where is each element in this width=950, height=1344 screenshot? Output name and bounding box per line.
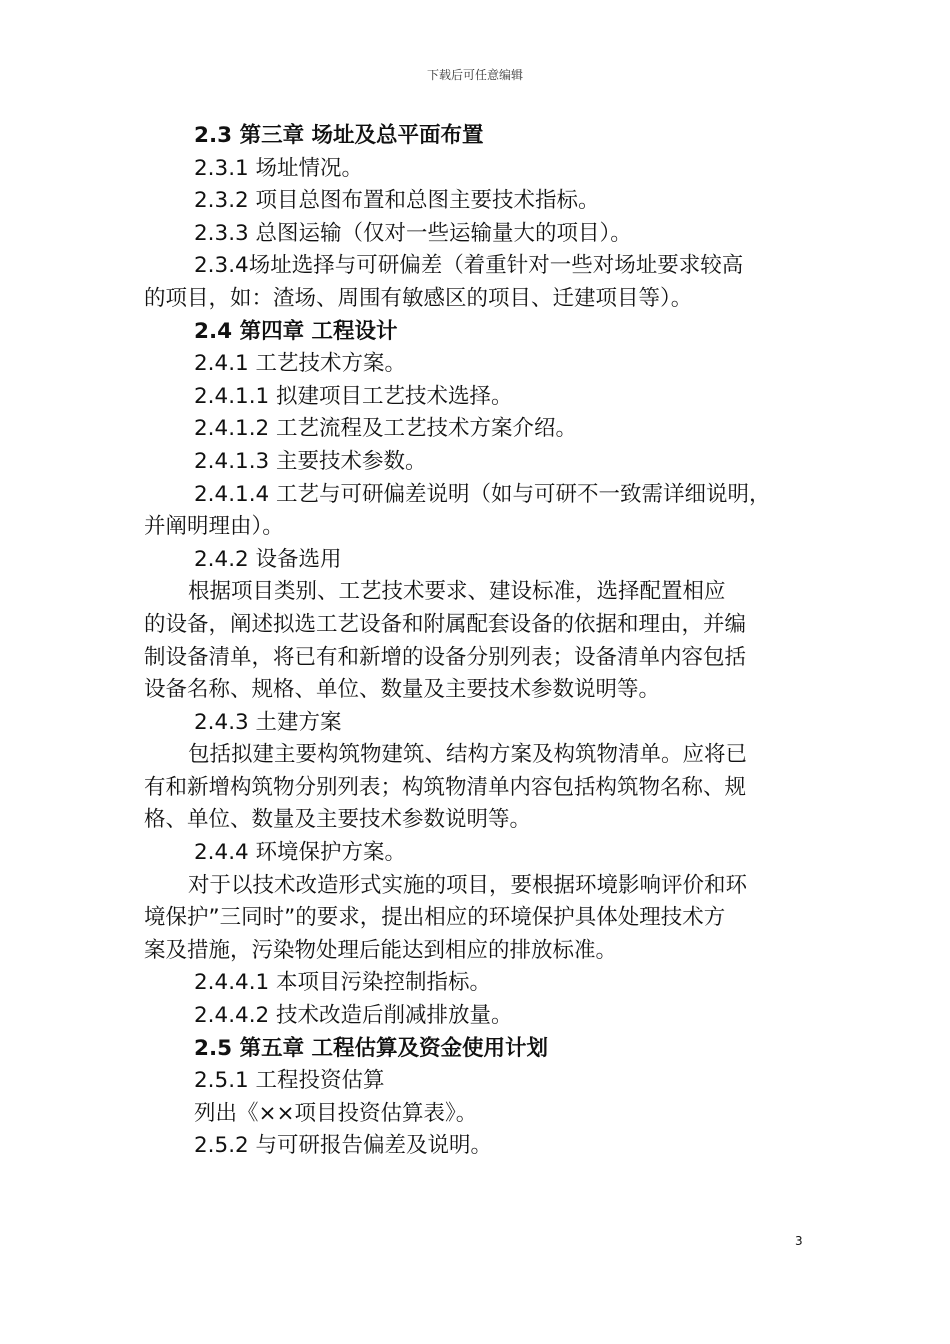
- item-2-3-1: 2.3.1 场址情况。: [194, 155, 364, 181]
- paragraph-equipment-line-4: 设备名称、规格、单位、数量及主要技术参数说明等。: [144, 677, 661, 703]
- page-header: 下载后可任意编辑: [426, 68, 523, 82]
- item-2-3-2: 2.3.2 项目总图布置和总图主要技术指标。: [194, 188, 600, 214]
- paragraph-equipment-line-2: 的设备，阐述拟选工艺设备和附属配套设备的依据和理由，并编: [144, 611, 747, 637]
- section-heading-2-3: 2.3 第三章 场址及总平面布置: [194, 123, 484, 148]
- section-heading-2-5: 2.5 第五章 工程估算及资金使用计划: [194, 1035, 549, 1061]
- paragraph-civil-line-3: 格、单位、数量及主要技术参数说明等。: [144, 807, 532, 833]
- paragraph-environment-line-3: 案及措施，污染物处理后能达到相应的排放标准。: [144, 937, 618, 963]
- item-2-4-4: 2.4.4 环境保护方案。: [194, 840, 407, 866]
- paragraph-estimate: 列出《××项目投资估算表》。: [194, 1100, 478, 1126]
- page-number: 3: [795, 1234, 803, 1248]
- paragraph-equipment-line-1: 根据项目类别、工艺技术要求、建设标准，选择配置相应: [188, 579, 726, 605]
- item-2-4-1-3: 2.4.1.3 主要技术参数。: [194, 448, 427, 474]
- item-2-4-1: 2.4.1 工艺技术方案。: [194, 351, 407, 377]
- item-2-3-4-line-1: 2.3.4场址选择与可研偏差（着重针对一些对场址要求较高: [194, 253, 744, 279]
- item-2-5-2: 2.5.2 与可研报告偏差及说明。: [194, 1133, 493, 1159]
- item-2-4-1-2: 2.4.1.2 工艺流程及工艺技术方案介绍。: [194, 416, 578, 442]
- section-heading-2-4: 2.4 第四章 工程设计: [194, 318, 398, 344]
- paragraph-equipment-line-3: 制设备清单，将已有和新增的设备分别列表；设备清单内容包括: [144, 644, 747, 670]
- item-2-4-3: 2.4.3 土建方案: [194, 709, 342, 735]
- paragraph-environment-line-1: 对于以技术改造形式实施的项目，要根据环境影响评价和环: [188, 872, 748, 898]
- paragraph-civil-line-1: 包括拟建主要构筑物建筑、结构方案及构筑物清单。应将已: [188, 742, 748, 768]
- item-2-3-4-line-2: 的项目，如：渣场、周围有敏感区的项目、迁建项目等）。: [144, 285, 693, 311]
- item-2-4-2: 2.4.2 设备选用: [194, 546, 342, 572]
- paragraph-civil-line-2: 有和新增构筑物分别列表；构筑物清单内容包括构筑物名称、规: [144, 774, 747, 800]
- document-body: [144, 120, 812, 1163]
- item-2-4-4-1: 2.4.4.1 本项目污染控制指标。: [194, 970, 492, 996]
- item-2-4-4-2: 2.4.4.2 技术改造后削减排放量。: [194, 1003, 513, 1029]
- paragraph-environment-line-2: 境保护”三同时”的要求，提出相应的环境保护具体处理技术方: [144, 905, 726, 931]
- item-2-4-1-4-line-2: 并阐明理由）。: [144, 514, 284, 540]
- item-2-4-1-1: 2.4.1.1 拟建项目工艺技术选择。: [194, 383, 513, 409]
- item-2-3-3: 2.3.3 总图运输（仅对一些运输量大的项目）。: [194, 220, 632, 246]
- item-2-5-1: 2.5.1 工程投资估算: [194, 1068, 385, 1094]
- item-2-4-1-4-line-1: 2.4.1.4 工艺与可研偏差说明（如与可研不一致需详细说明，: [194, 481, 771, 507]
